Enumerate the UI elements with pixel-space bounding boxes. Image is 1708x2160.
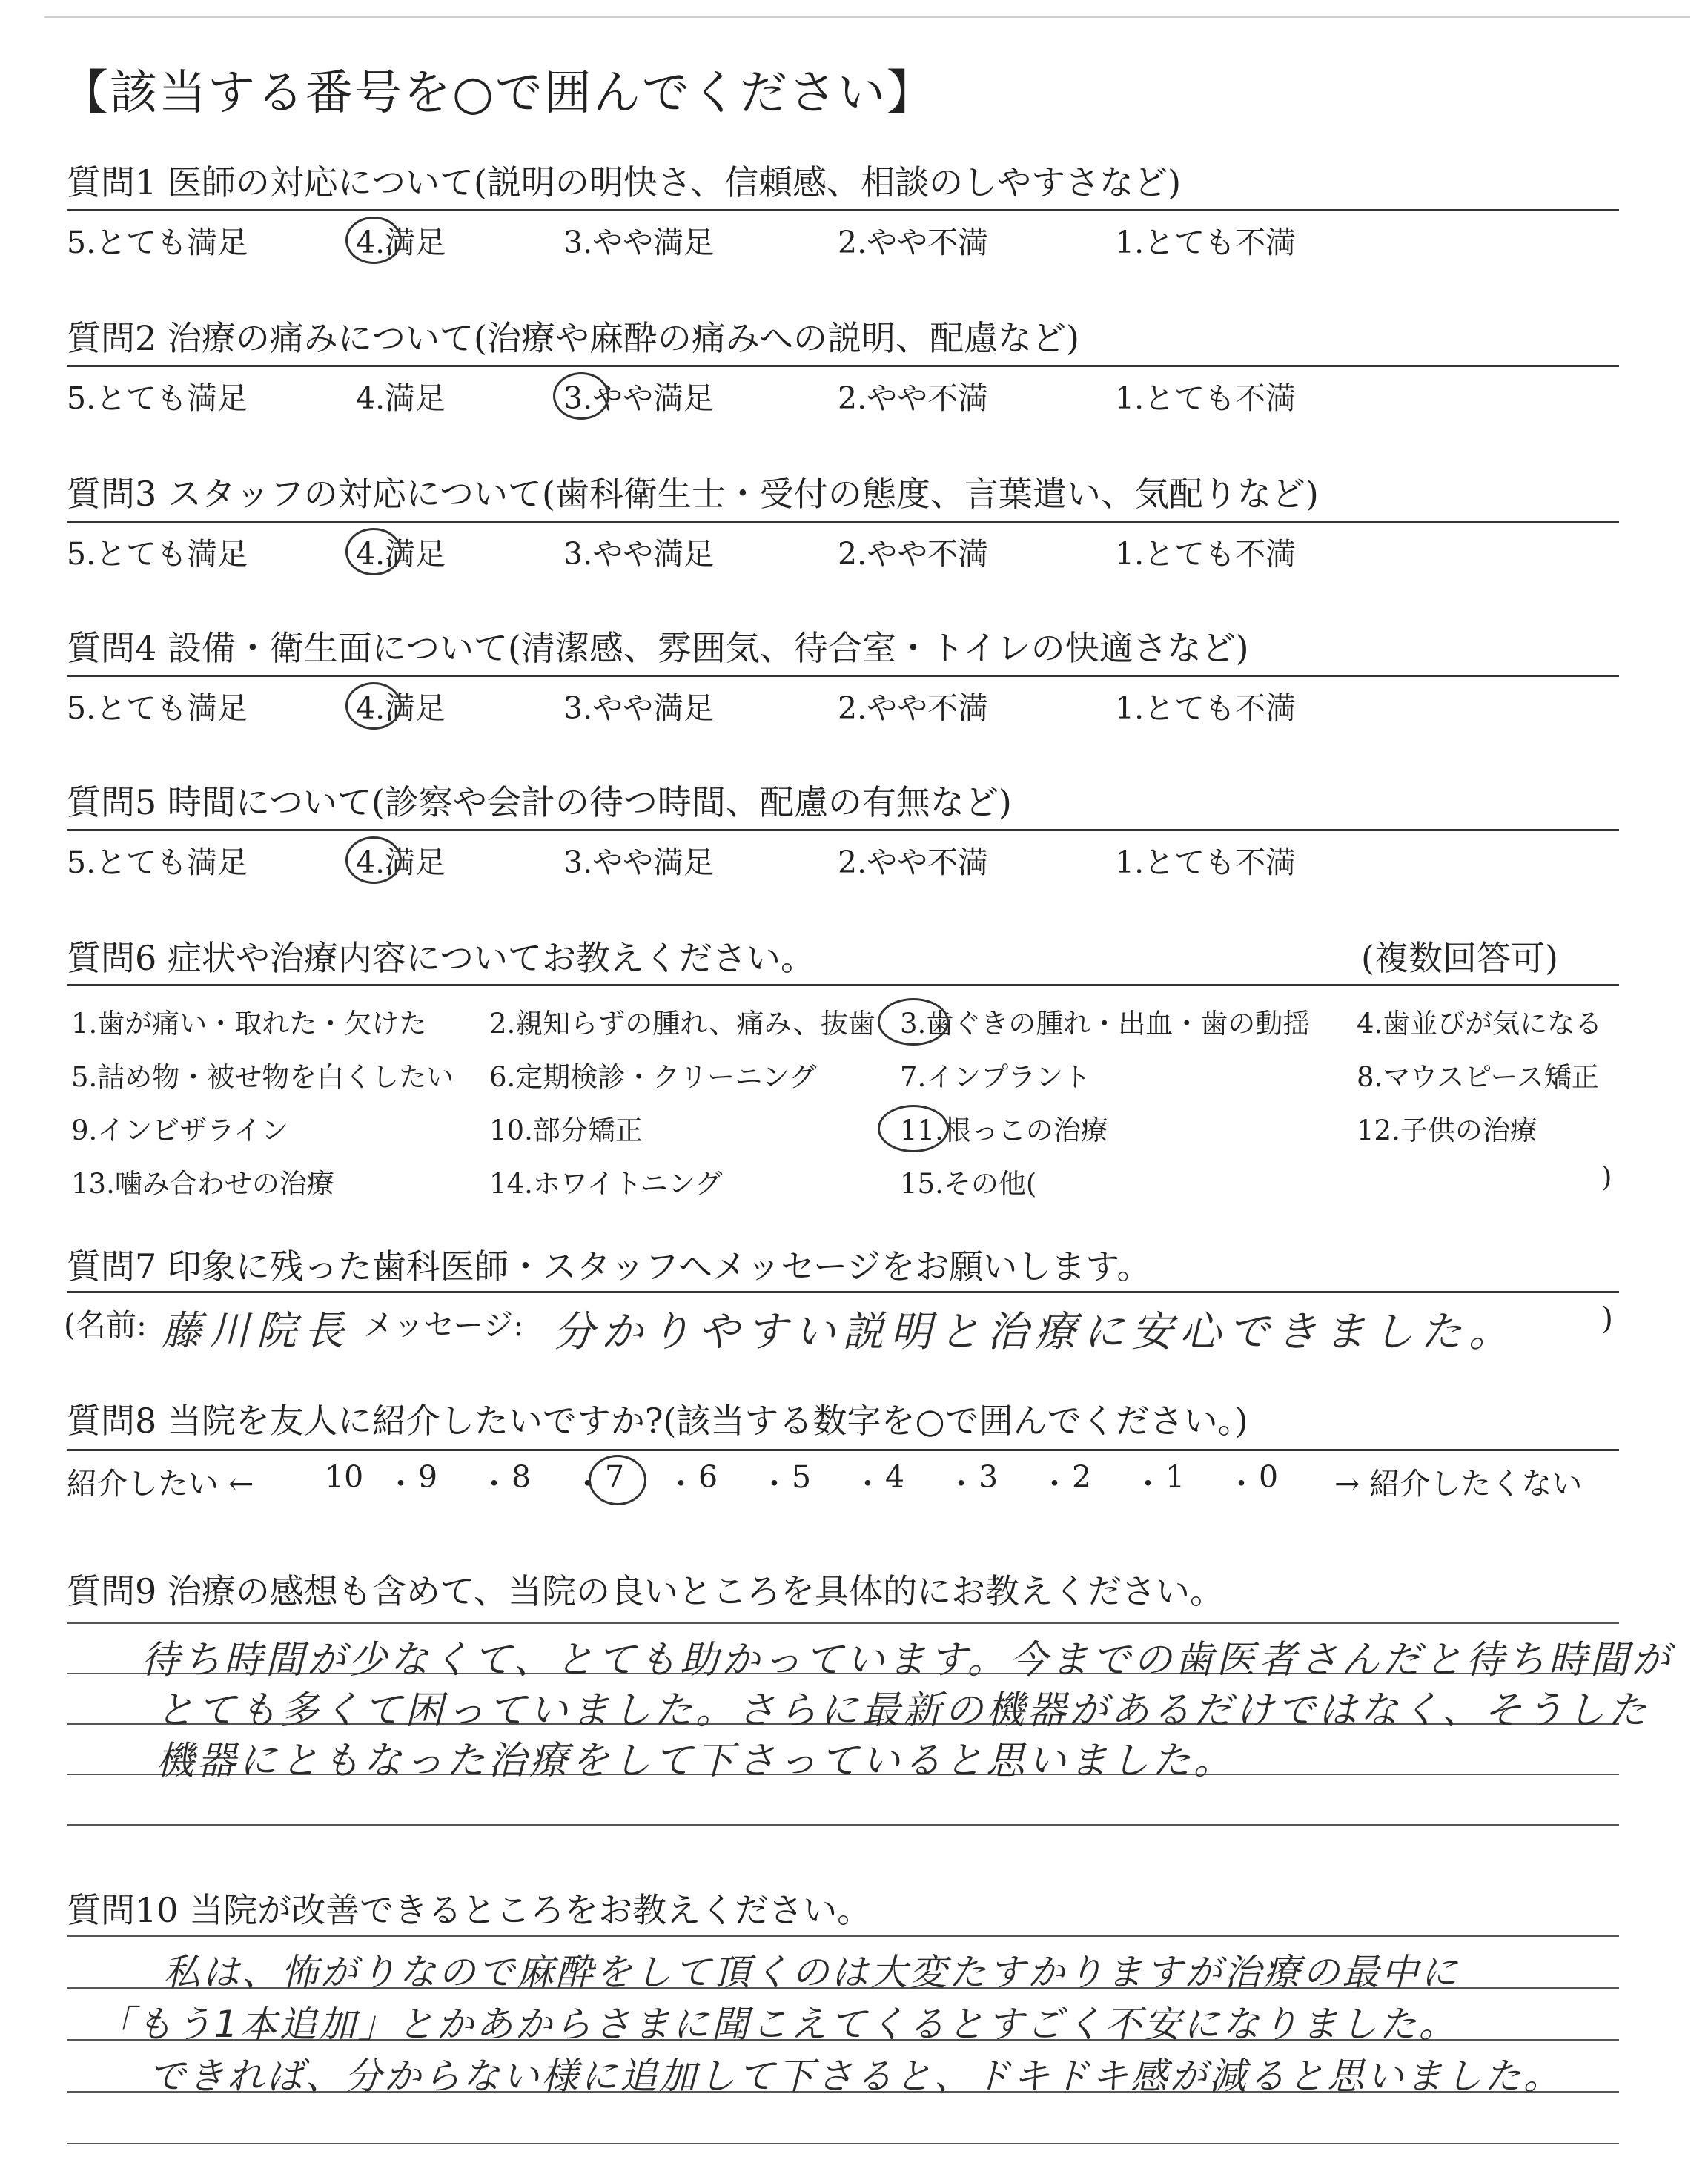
q9-handwritten-line: とても多くて困っていました。さらに最新の機器があるだけではなく、そうした — [156, 1688, 1649, 1733]
q8-right-label: → 紹介したくない — [1334, 1466, 1583, 1502]
q8-scale-value: 9 — [418, 1459, 438, 1495]
q7-name-value: 藤川院長 — [162, 1307, 351, 1354]
q8-scale-value: 7 — [605, 1459, 625, 1495]
q3-option: 2.やや不満 — [838, 536, 989, 572]
q9-answer-line — [67, 1824, 1619, 1826]
q10-heading: 質問10 当院が改善できるところをお教えください。 — [67, 1890, 872, 1930]
q1-option: 1.とても不満 — [1115, 225, 1297, 260]
q4-option: 1.とても不満 — [1115, 690, 1297, 726]
q1-option: 3.やや満足 — [563, 225, 715, 260]
q9-handwritten-line: 機器にともなった治療をして下さっていると思いました。 — [156, 1739, 1236, 1783]
q8-scale-value: 10 — [325, 1459, 364, 1495]
q5-option: 3.やや満足 — [563, 845, 715, 880]
q7-message-label: メッセージ: — [363, 1307, 524, 1343]
q6-item: 11.根っこの治療 — [900, 1114, 1108, 1146]
q6-rule — [67, 984, 1619, 986]
q6-heading: 質問6 症状や治療内容についてお教えください。 — [67, 938, 815, 978]
q4-option: 4.満足 — [356, 690, 446, 726]
q6-item: 7.インプラント — [900, 1061, 1091, 1093]
q2-option: 1.とても不満 — [1115, 380, 1297, 416]
q8-rule — [67, 1449, 1619, 1451]
q2-option: 4.満足 — [356, 380, 446, 416]
q10-handwritten-line: 私は、怖がりなので麻酔をして頂くのは大変たすかりますが治療の最中に — [163, 1951, 1460, 1994]
q10-handwritten-line: できれば、分からない様に追加して下さると、ドキドキ感が減ると思いました。 — [148, 2055, 1563, 2098]
q3-heading: 質問3 スタッフの対応について(歯科衛生士・受付の態度、言葉遣い、気配りなど) — [67, 474, 1319, 514]
q6-item: 6.定期検診・クリーニング — [489, 1061, 817, 1093]
q2-option: 2.やや不満 — [838, 380, 989, 416]
q5-option: 2.やや不満 — [838, 845, 989, 880]
q2-selection-circle — [553, 372, 609, 420]
q1-heading: 質問1 医師の対応について(説明の明快さ、信頼感、相談のしやすさなど) — [67, 162, 1182, 202]
q5-selection-circle — [345, 836, 402, 884]
q1-option: 5.とても満足 — [67, 225, 248, 260]
q5-option: 4.満足 — [356, 845, 446, 880]
q4-option: 3.やや満足 — [563, 690, 715, 726]
q6-selection-circle — [878, 1105, 949, 1152]
q2-option: 5.とても満足 — [67, 380, 248, 416]
q8-scale-value: 5 — [792, 1459, 812, 1495]
q3-option: 5.とても満足 — [67, 536, 248, 572]
q4-heading: 質問4 設備・衛生面について(清潔感、雰囲気、待合室・トイレの快適さなど) — [67, 628, 1249, 668]
q7-rule — [67, 1291, 1619, 1293]
q4-selection-circle — [345, 682, 402, 730]
q7-message-value: 分かりやすい説明と治療に安心できました。 — [553, 1308, 1517, 1356]
q6-item: 4.歯並びが気になる — [1357, 1008, 1603, 1040]
q6-item: 10.部分矯正 — [489, 1114, 643, 1146]
q8-scale-dot: ・ — [853, 1466, 883, 1502]
q3-selection-circle — [345, 528, 402, 575]
q9-answer-line — [67, 1622, 1619, 1624]
q9-heading: 質問9 治療の感想も含めて、当院の良いところを具体的にお教えください。 — [67, 1571, 1224, 1611]
page-title: 【該当する番号を○で囲んでください】 — [61, 66, 936, 121]
q6-item: 2.親知らずの腫れ、痛み、抜歯 — [489, 1008, 875, 1040]
q8-left-label: 紹介したい ← — [67, 1466, 254, 1502]
q6-item: 15.その他( — [900, 1168, 1037, 1200]
q6-item: ) — [1601, 1161, 1612, 1193]
q8-scale-dot: ・ — [572, 1466, 603, 1502]
q5-option: 5.とても満足 — [67, 845, 248, 880]
q6-item: 5.詰め物・被せ物を白くしたい — [71, 1061, 454, 1093]
q7-close-paren: ) — [1601, 1301, 1613, 1336]
q6-item: 1.歯が痛い・取れた・欠けた — [71, 1008, 427, 1040]
q8-scale-dot: ・ — [1039, 1466, 1070, 1502]
q6-note: (複数回答可) — [1361, 938, 1558, 978]
q8-scale-dot: ・ — [479, 1466, 509, 1502]
q10-handwritten-line: 「もう1本追加」とかあからさまに聞こえてくるとすごく不安になりました。 — [96, 2003, 1458, 2046]
q4-option: 5.とても満足 — [67, 690, 248, 726]
q2-option: 3.やや満足 — [563, 380, 715, 416]
q6-item: 3.歯ぐきの腫れ・出血・歯の動揺 — [900, 1008, 1311, 1040]
q5-option: 1.とても不満 — [1115, 845, 1297, 880]
q8-scale-dot: ・ — [385, 1466, 416, 1502]
q8-scale-dot: ・ — [946, 1466, 976, 1502]
q8-scale-dot: ・ — [1133, 1466, 1163, 1502]
q8-scale-value: 1 — [1165, 1459, 1185, 1495]
q5-rule — [67, 829, 1619, 831]
q4-option: 2.やや不満 — [838, 690, 989, 726]
q1-selection-circle — [345, 217, 402, 264]
q6-selection-circle — [878, 998, 949, 1046]
q7-heading: 質問7 印象に残った歯科医師・スタッフへメッセージをお願いします。 — [67, 1246, 1151, 1287]
q8-selection-circle — [589, 1455, 646, 1505]
q3-rule — [67, 521, 1619, 523]
q5-heading: 質問5 時間について(診察や会計の待つ時間、配慮の有無など) — [67, 782, 1012, 822]
q8-scale-value: 4 — [885, 1459, 905, 1495]
q3-option: 3.やや満足 — [563, 536, 715, 572]
q8-scale-dot: ・ — [666, 1466, 696, 1502]
q6-item: 14.ホワイトニング — [489, 1168, 723, 1200]
q7-name-label: (名前: — [64, 1307, 147, 1343]
q8-scale-dot: ・ — [759, 1466, 790, 1502]
q8-scale-value: 2 — [1072, 1459, 1092, 1495]
q8-scale-value: 8 — [512, 1459, 532, 1495]
q6-item: 12.子供の治療 — [1357, 1114, 1537, 1146]
q6-item: 8.マウスピース矯正 — [1357, 1061, 1599, 1093]
q9-handwritten-line: 待ち時間が少なくて、とても助かっています。今までの歯医者さんだと待ち時間が — [141, 1638, 1673, 1682]
q1-rule — [67, 209, 1619, 211]
q1-option: 4.満足 — [356, 225, 446, 260]
q3-option: 1.とても不満 — [1115, 536, 1297, 572]
q6-item: 9.インビザライン — [71, 1114, 289, 1146]
q8-scale-dot: ・ — [1226, 1466, 1257, 1502]
q8-scale-value: 6 — [698, 1459, 718, 1495]
q10-answer-line — [67, 1935, 1619, 1937]
q8-scale-value: 0 — [1259, 1459, 1279, 1495]
q10-answer-line — [67, 2143, 1619, 2144]
q2-heading: 質問2 治療の痛みについて(治療や麻酔の痛みへの説明、配慮など) — [67, 318, 1079, 358]
q1-option: 2.やや不満 — [838, 225, 989, 260]
q2-rule — [67, 365, 1619, 367]
q4-rule — [67, 675, 1619, 677]
q6-item: 13.噛み合わせの治療 — [71, 1168, 334, 1200]
scan-top-edge — [44, 16, 1690, 18]
q8-heading: 質問8 当院を友人に紹介したいですか?(該当する数字を○で囲んでください。) — [67, 1401, 1248, 1441]
q3-option: 4.満足 — [356, 536, 446, 572]
q8-scale-value: 3 — [979, 1459, 999, 1495]
